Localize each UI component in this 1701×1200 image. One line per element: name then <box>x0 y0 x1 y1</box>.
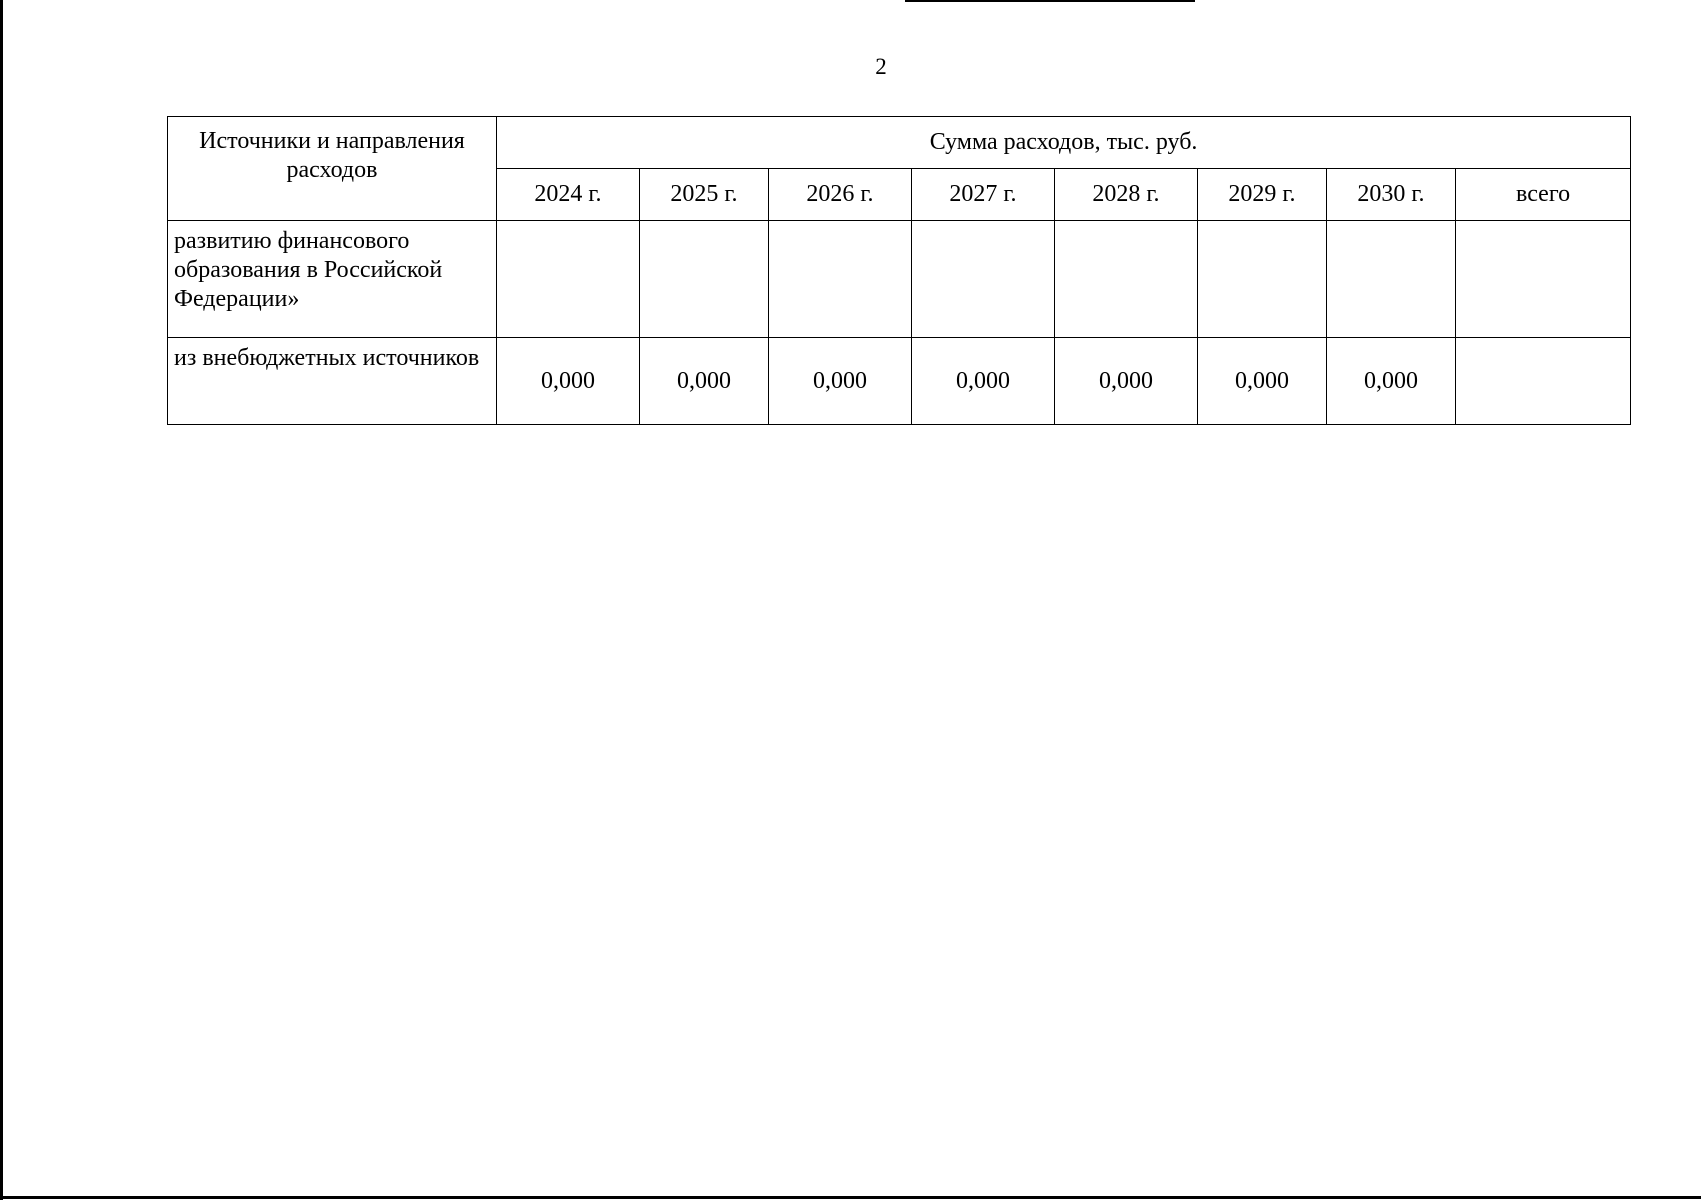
row-label: из внебюджетных источников <box>168 338 497 425</box>
table-row <box>168 221 1631 338</box>
year-header: 2030 г. <box>1327 169 1456 221</box>
year-header: 2025 г. <box>640 169 769 221</box>
page-number: 2 <box>875 54 887 79</box>
year-header: 2029 г. <box>1198 169 1327 221</box>
sum-header: Сумма расходов, тыс. руб. <box>497 117 1631 169</box>
table-cell <box>912 221 1055 338</box>
table-cell: 0,000 <box>1198 338 1327 425</box>
table-cell-total <box>1456 221 1631 338</box>
table-header-row <box>168 117 1631 169</box>
table-cell: 0,000 <box>1327 338 1456 425</box>
scan-top-mark <box>905 0 1195 2</box>
table-cell <box>769 221 912 338</box>
table-row <box>168 338 1631 425</box>
table-cell: 0,000 <box>497 338 640 425</box>
row-label: развитию финансового образования в Российской Федерации» <box>168 221 497 338</box>
table-cell: 0,000 <box>640 338 769 425</box>
year-header: 2028 г. <box>1055 169 1198 221</box>
total-header: всего <box>1456 169 1631 221</box>
year-header: 2027 г. <box>912 169 1055 221</box>
table-cell <box>497 221 640 338</box>
table-cell <box>1327 221 1456 338</box>
year-header: 2026 г. <box>769 169 912 221</box>
table-cell <box>1055 221 1198 338</box>
table-cell: 0,000 <box>1055 338 1198 425</box>
expenses-table <box>167 116 1631 425</box>
year-header: 2024 г. <box>497 169 640 221</box>
table-cell: 0,000 <box>769 338 912 425</box>
source-header: Источники и направления расходов <box>168 117 497 221</box>
table-cell-total <box>1456 338 1631 425</box>
table-cell <box>1198 221 1327 338</box>
scan-border-bottom <box>0 1196 1701 1199</box>
scan-border-left <box>0 0 3 1200</box>
table-cell <box>640 221 769 338</box>
table-cell: 0,000 <box>912 338 1055 425</box>
